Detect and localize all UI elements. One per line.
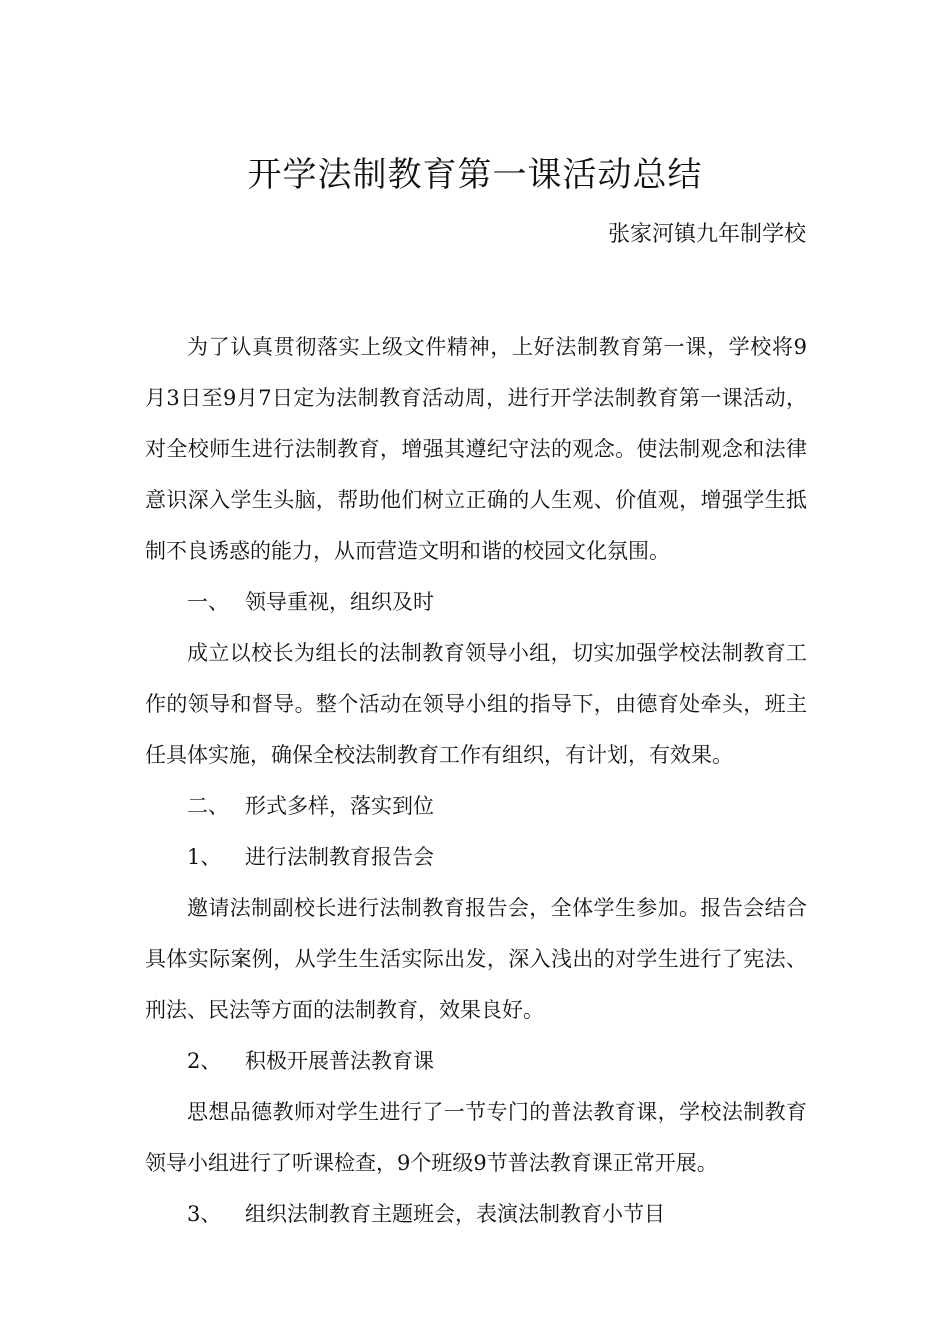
subsection-heading-text: 积极开展普法教育课 [245,1049,434,1073]
section-heading-1 [145,577,807,628]
document-title: 开学法制教育第一课活动总结 [247,155,703,195]
section-heading-2 [145,781,807,832]
section-heading-text: 领导重视，组织及时 [245,590,434,614]
section-number: 二、 [187,794,229,818]
document-author: 张家河镇九年制学校 [607,222,806,247]
paragraph-law-class: 思想品德教师对学生进行了一节专门的普法教育课，学校法制教育领导小组进行了听课检查，9个班级9节普法教育课正常开展。 [145,1100,807,1175]
section-heading-text: 形式多样，落实到位 [245,794,434,818]
subsection-heading-text: 组织法制教育主题班会，表演法制教育小节目 [245,1202,665,1226]
subsection-number: 3、 [187,1202,222,1226]
paragraph-report-meeting: 邀请法制副校长进行法制教育报告会，全体学生参加。报告会结合具体实际案例，从学生生活实际出发，深入浅出的对学生进行了宪法、刑法、民法等方面的法制教育，效果良好。 [145,896,807,1022]
subsection-heading-text: 进行法制教育报告会 [245,845,434,869]
subsection-number: 2、 [187,1049,222,1073]
subsection-number: 1、 [187,845,222,869]
subsection-heading-3 [145,1189,807,1240]
paragraph-intro: 为了认真贯彻落实上级文件精神，上好法制教育第一课，学校将9月3日至9月7日定为法制教育活动周，进行开学法制教育第一课活动，对全校师生进行法制教育，增强其遵纪守法的观念。使法制观念和法律意识深入学生头脑，帮助他们树立正确的人生观、价值观，增强学生抵制不良诱惑的能力，从而营造文明和谐的校园文化氛围。 [145,335,807,563]
paragraph-leadership: 成立以校长为组长的法制教育领导小组，切实加强学校法制教育工作的领导和督导。整个活动在领导小组的指导下，由德育处牵头，班主任具体实施，确保全校法制教育工作有组织，有计划，有效果。 [145,641,807,767]
document-body [145,322,807,1240]
subsection-heading-1 [145,832,807,883]
subsection-heading-2 [145,1036,807,1087]
section-number: 一、 [187,590,229,614]
